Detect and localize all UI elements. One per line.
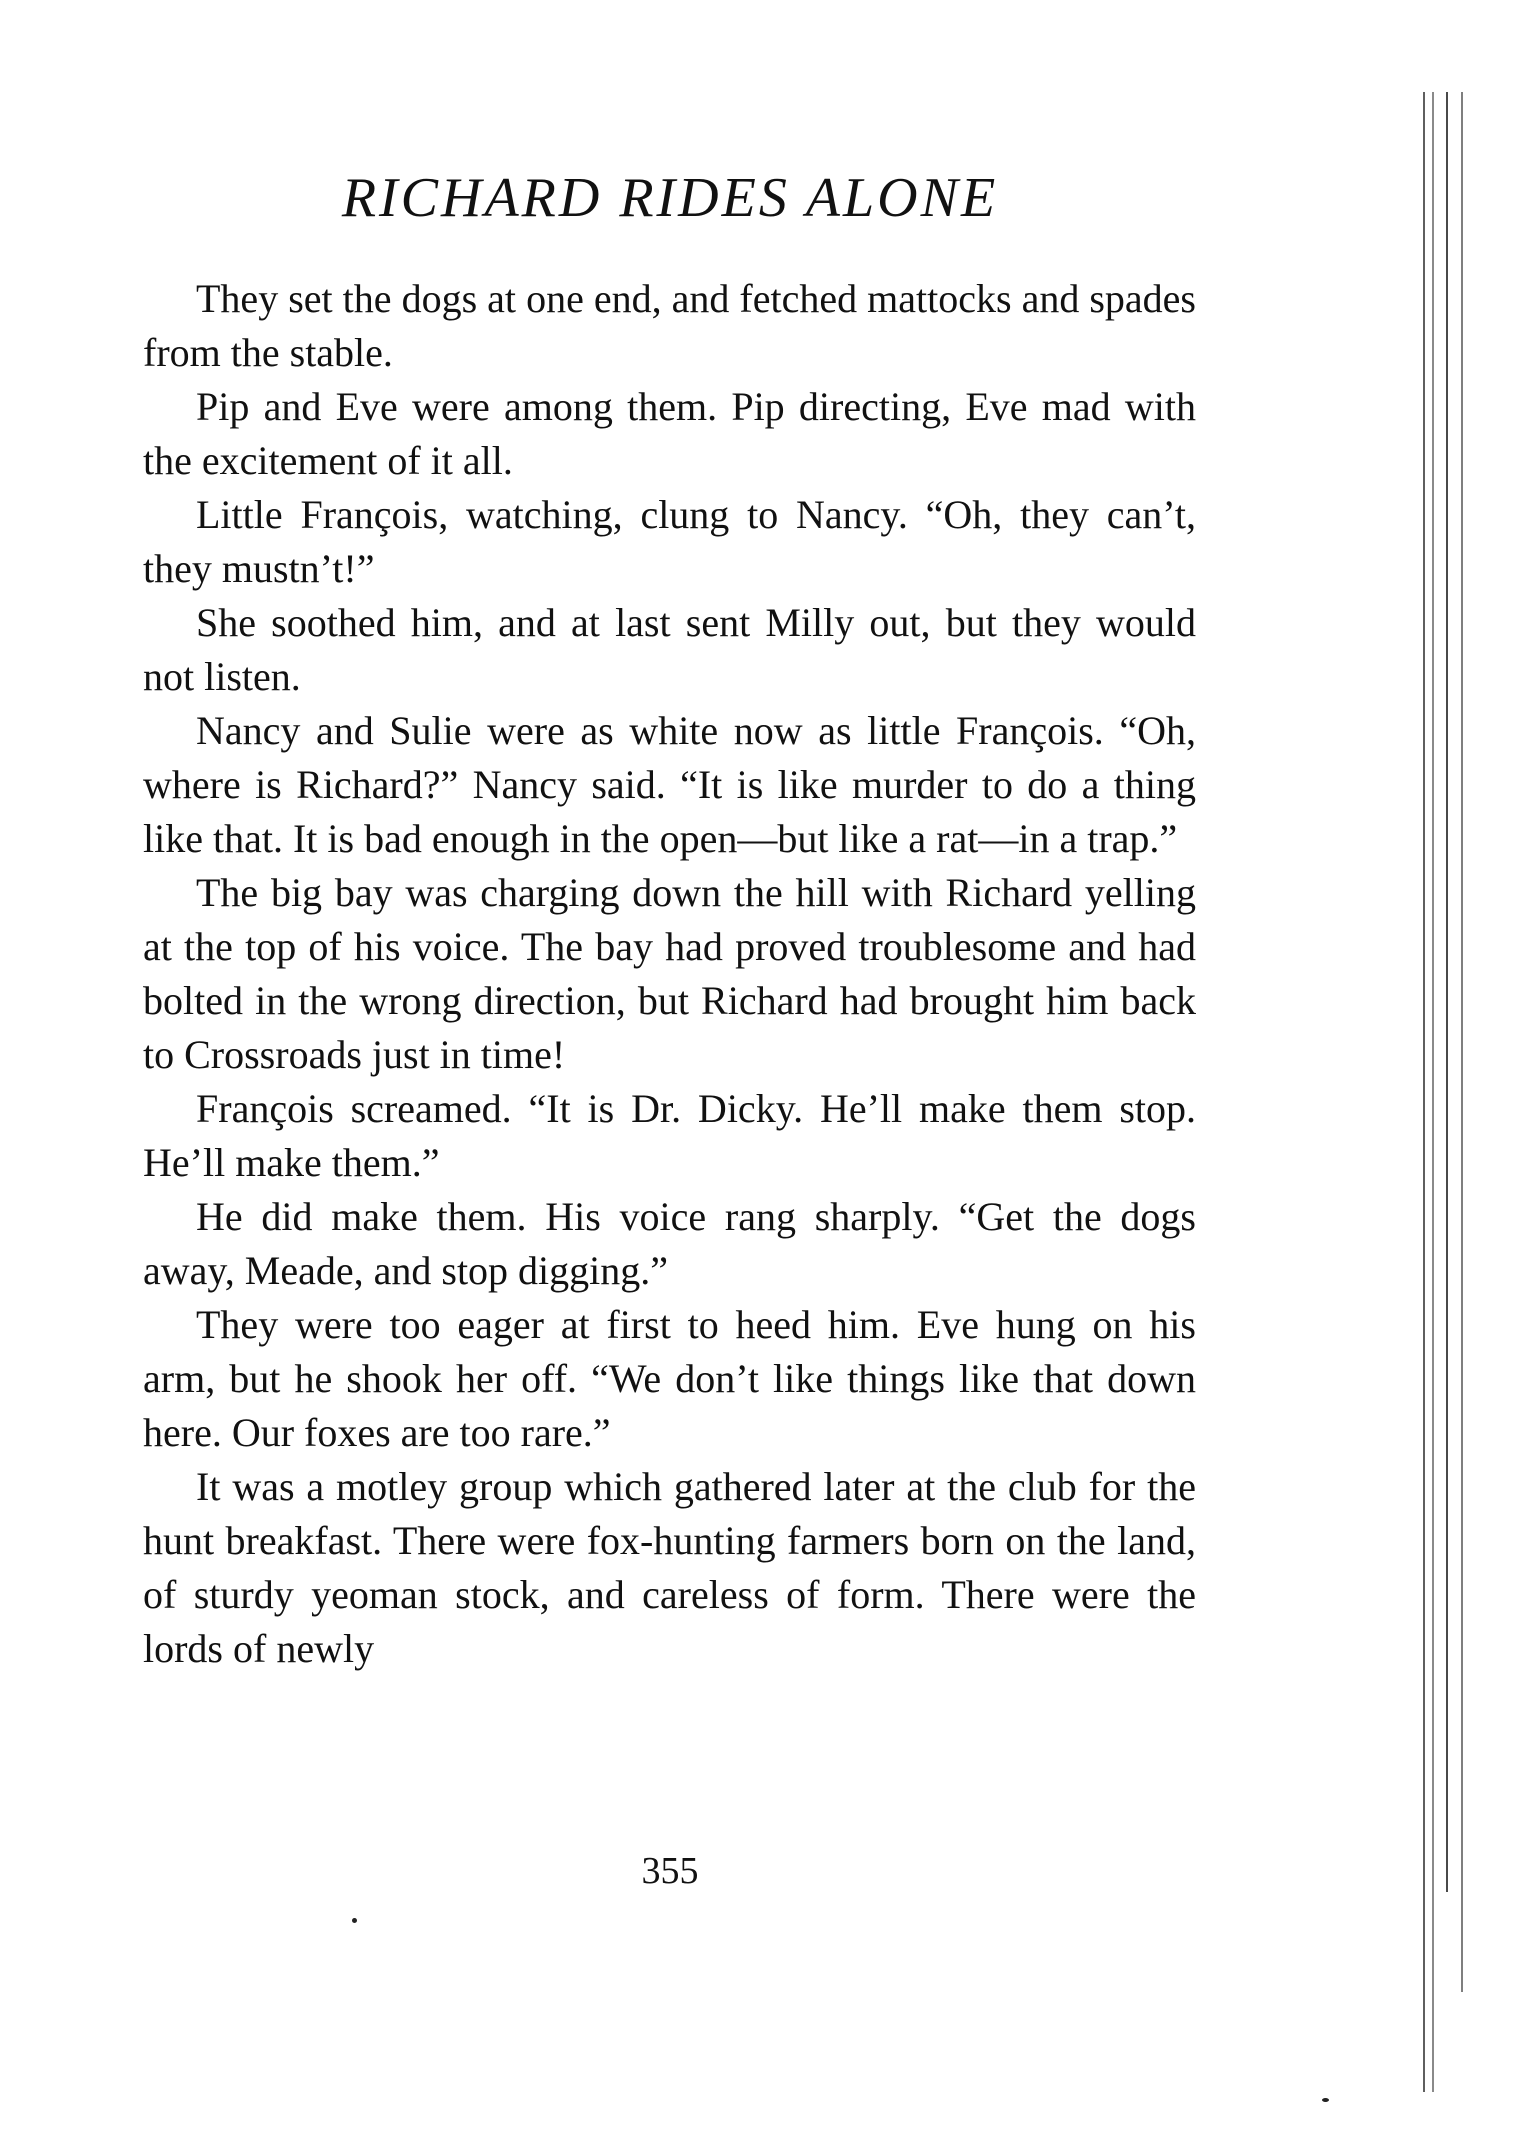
- paragraph: Pip and Eve were among them. Pip directing, Eve mad with the excitement of it all.: [143, 384, 1196, 483]
- page-number: 355: [641, 1850, 699, 1892]
- paragraph: She soothed him, and at last sent Milly out, but they would not listen.: [143, 600, 1196, 699]
- paragraph: It was a motley group which gathered later at the club for the hunt breakfast. There were fox-hunting farmers born on the land, of sturdy yeoman stock, and careless of form. There were the lords of newly: [143, 1464, 1196, 1671]
- binding-edge-line: [1446, 92, 1448, 1892]
- paragraph: Little François, watching, clung to Nancy. “Oh, they can’t, they mustn’t!”: [143, 492, 1196, 591]
- binding-edge-line: [1461, 92, 1463, 1992]
- paragraph: They were too eager at first to heed him. Eve hung on his arm, but he shook her off. “We don’t like things like that down here. Our foxes are too rare.”: [143, 1302, 1196, 1455]
- ink-speck: [1322, 2098, 1329, 2102]
- binding-edge-line: [1432, 92, 1434, 2092]
- paragraph: François screamed. “It is Dr. Dicky. He’ll make them stop. He’ll make them.”: [143, 1086, 1196, 1185]
- paragraph: Nancy and Sulie were as white now as little François. “Oh, where is Richard?” Nancy said. “It is like murder to do a thing like that. It is bad enough in the open—but like a rat—in a trap.”: [143, 708, 1196, 861]
- paragraph: The big bay was charging down the hill with Richard yelling at the top of his voice. The bay had proved troublesome and had bolted in the wrong direction, but Richard had brought him back to Crossroads just in time!: [143, 870, 1196, 1077]
- ink-speck: [352, 1918, 357, 1923]
- paragraph: They set the dogs at one end, and fetched mattocks and spades from the stable.: [143, 276, 1196, 375]
- body-text: [143, 272, 1196, 1676]
- binding-edge-line: [1423, 92, 1425, 2092]
- paragraph: He did make them. His voice rang sharply. “Get the dogs away, Meade, and stop digging.”: [143, 1194, 1196, 1293]
- running-head: RICHARD RIDES ALONE: [341, 167, 999, 229]
